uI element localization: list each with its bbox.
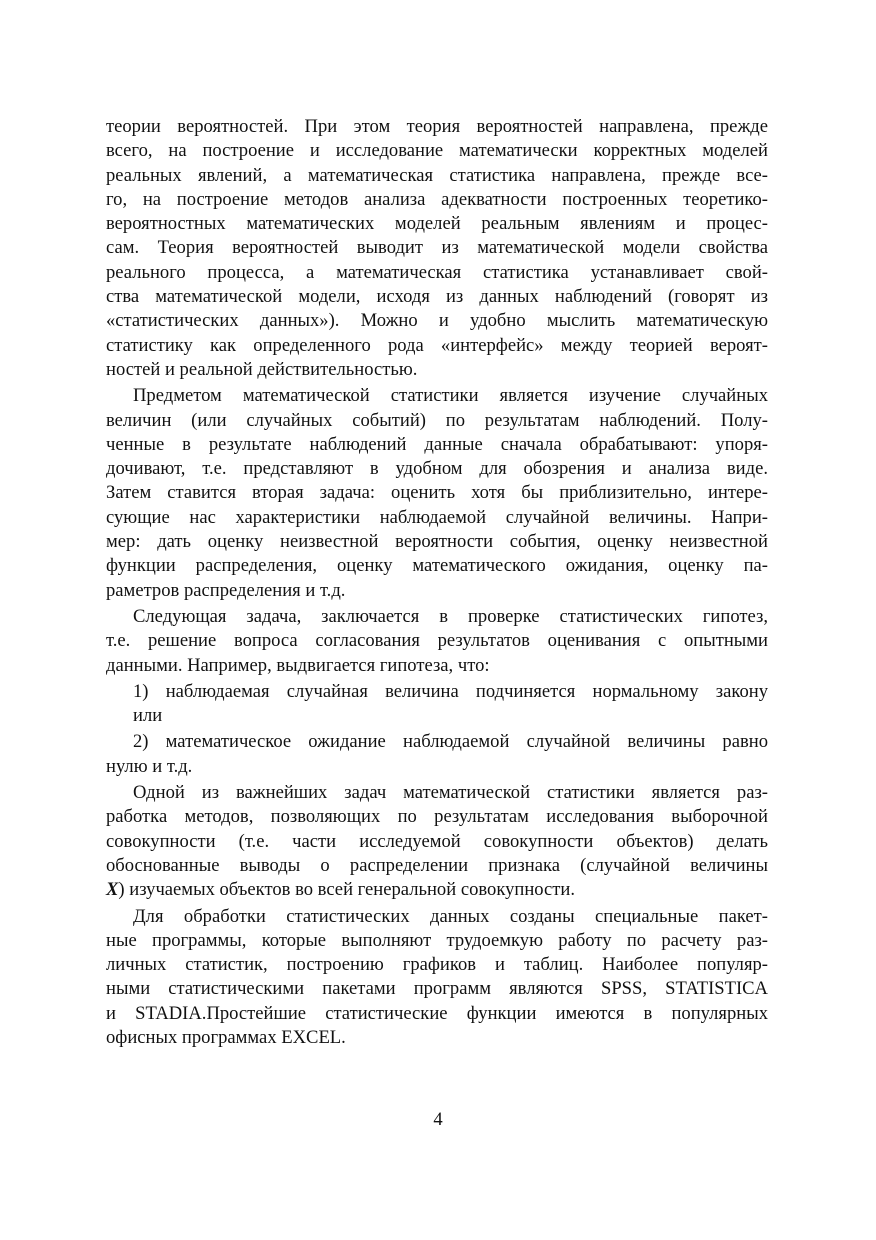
text-line: реальных явлений, а математическая статистика направлена, прежде все-	[106, 164, 768, 186]
text-line	[106, 878, 768, 902]
text-line: совокупности (т.е. части исследуемой совокупности объектов) делать	[106, 830, 768, 852]
text-line: личных статистик, построению графиков и таблиц. Наиболее популяр-	[106, 954, 768, 976]
paragraph-4	[106, 781, 768, 902]
document-body	[106, 115, 768, 1050]
text-line: величин (или случайных событий) по результатам наблюдений. Полу-	[106, 409, 768, 431]
text-line: Предметом математической статистики является изучение случайных	[133, 385, 768, 407]
text-line: ченные в результате наблюдений данные сначала обрабатывают: упоря-	[106, 433, 768, 455]
text-line: ностей и реальной действительностью.	[106, 358, 418, 380]
paragraph-1	[106, 115, 768, 382]
text-line: сующие нас характеристики наблюдаемой случайной величины. Напри-	[106, 506, 768, 528]
text-line: ные программы, которые выполняют трудоемкую работу по расчету раз-	[106, 929, 768, 951]
text-line: ными статистическими пакетами программ являются SPSS, STATISTICA	[106, 978, 768, 1000]
text-line: вероятностных математических моделей реальным явлениям и процес-	[106, 213, 768, 235]
variable-x: X	[106, 879, 119, 901]
text-line: т.е. решение вопроса согласования результатов оценивания с опытными	[106, 630, 768, 652]
text-line: раметров распределения и т.д.	[106, 579, 346, 601]
page-number: 4	[433, 1109, 443, 1130]
text-line: мер: дать оценку неизвестной вероятности события, оценку неизвестной	[106, 531, 768, 553]
list-item-1	[106, 680, 768, 729]
paragraph-5	[106, 905, 768, 1051]
text-line: работка методов, позволяющих по результатам исследования выборочной	[106, 806, 768, 828]
text-line: ства математической модели, исходя из данных наблюдений (говорят из	[106, 286, 768, 308]
text-line: всего, на построение и исследование математически корректных моделей	[106, 140, 768, 162]
text-line: реального процесса, а математическая статистика устанавливает свой-	[106, 261, 768, 283]
text-line: «статистических данных»). Можно и удобно мыслить математическую	[106, 310, 768, 332]
list-item-2	[106, 730, 768, 779]
text-line: функции распределения, оценку математического ожидания, оценку па-	[106, 555, 768, 577]
text-line: Затем ставится вторая задача: оценить хотя бы приблизительно, интере-	[106, 482, 768, 504]
text-line: нулю и т.д.	[106, 755, 193, 777]
text-line: го, на построение методов анализа адекватности построенных теоретико-	[106, 188, 768, 210]
paragraph-2	[106, 384, 768, 603]
text-line: 2) математическое ожидание наблюдаемой случайной величины равно	[133, 731, 768, 753]
text-line: дочивают, т.е. представляют в удобном для обозрения и анализа виде.	[106, 458, 768, 480]
text-line: 1) наблюдаемая случайная величина подчиняется нормальному закону	[133, 680, 768, 702]
text-line-rest: ) изучаемых объектов во всей генеральной совокупности.	[118, 879, 576, 901]
text-line: или	[133, 705, 163, 727]
text-line: обоснованные выводы о распределении признака (случайной величины	[106, 854, 768, 876]
text-line: статистику как определенного рода «интерфейс» между теорией вероят-	[106, 334, 768, 356]
text-line: теории вероятностей. При этом теория вероятностей направлена, прежде	[106, 116, 768, 137]
text-line: сам. Теория вероятностей выводит из математической модели свойства	[106, 237, 768, 259]
text-line: офисных программах EXCEL.	[106, 1026, 346, 1048]
text-line: Одной из важнейших задач математической статистики является раз-	[133, 782, 768, 804]
text-line: данными. Например, выдвигается гипотеза, что:	[106, 654, 490, 676]
paragraph-3	[106, 605, 768, 678]
text-line: и STADIA.Простейшие статистические функции имеются в популярных	[106, 1002, 768, 1024]
text-line: Для обработки статистических данных созданы специальные пакет-	[133, 905, 768, 927]
text-line: Следующая задача, заключается в проверке статистических гипотез,	[133, 605, 768, 627]
